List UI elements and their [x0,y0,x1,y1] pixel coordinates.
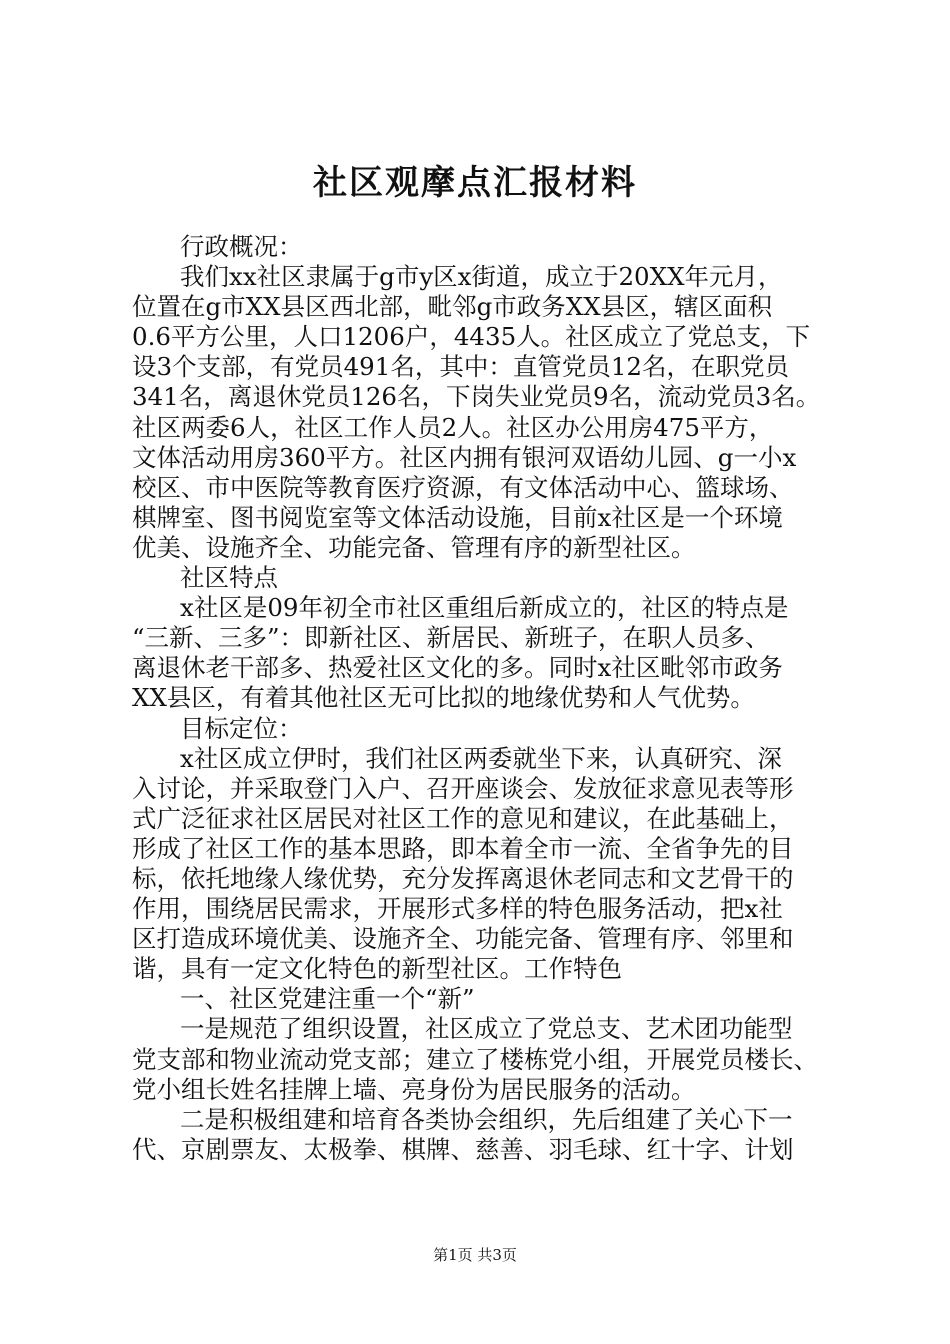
paragraph-line: x社区成立伊时，我们社区两委就坐下来，认真研究、深 [180,743,782,773]
document-title: 社区观摩点汇报材料 [313,163,637,203]
paragraph-line: 校区、市中医院等教育医疗资源，有文体活动中心、篮球场、 [132,472,794,502]
paragraph-line: x社区是09年初全市社区重组后新成立的，社区的特点是 [180,593,789,623]
document-body [132,232,832,1165]
paragraph-line: 党支部和物业流动党支部；建立了楼栋党小组，开展党员楼长、 [132,1044,818,1074]
paragraph-line: 我们xx社区隶属于g市y区x街道，成立于20XX年元月， [180,262,783,292]
page-footer: 第1页 共3页 [433,1246,517,1264]
paragraph-line: 离退休老干部多、热爱社区文化的多。同时x社区毗邻市政务 [132,653,783,683]
paragraph-line: 二是积极组建和培育各类协会组织，先后组建了关心下一 [180,1104,793,1134]
section-heading-goals: 目标定位： [180,713,303,743]
paragraph-line: 作用，围绕居民需求，开展形式多样的特色服务活动，把x社 [132,894,783,924]
paragraph-line: 文体活动用房360平方。社区内拥有银河双语幼儿园、g一小x [132,442,797,472]
paragraph-line: 设3个支部，有党员491名，其中：直管党员12名，在职党员 [132,352,790,382]
paragraph-line: 谐，具有一定文化特色的新型社区。工作特色 [132,954,622,984]
section-heading-features: 社区特点 [180,563,278,593]
paragraph-line: XX县区，有着其他社区无可比拟的地缘优势和人气优势。 [132,683,755,713]
paragraph-line: 形成了社区工作的基本思路，即本着全市一流、全省争先的目 [132,833,794,863]
paragraph-line: 社区两委6人，社区工作人员2人。社区办公用房475平方， [132,412,774,442]
paragraph-line: 341名，离退休党员126名，下岗失业党员9名，流动党员3名。 [132,382,821,412]
paragraph-line: 棋牌室、图书阅览室等文体活动设施，目前x社区是一个环境 [132,502,783,532]
paragraph-line: 优美、设施齐全、功能完备、管理有序的新型社区。 [132,532,696,562]
paragraph-line: 党小组长姓名挂牌上墙、亮身份为居民服务的活动。 [132,1074,696,1104]
paragraph-line: 式广泛征求社区居民对社区工作的意见和建议，在此基础上， [132,803,794,833]
paragraph-line: 标，依托地缘人缘优势，充分发挥离退休老同志和文艺骨干的 [132,863,794,893]
paragraph-line: 0.6平方公里，人口1206户，4435人。社区成立了党总支，下 [132,322,811,352]
paragraph-line: 区打造成环境优美、设施齐全、功能完备、管理有序、邻里和 [132,924,794,954]
paragraph-line: 位置在g市XX县区西北部，毗邻g市政务XX县区，辖区面积 [132,292,773,322]
section-heading-administrative: 行政概况： [180,232,303,261]
paragraph-line: 一是规范了组织设置，社区成立了党总支、艺术团功能型 [180,1014,793,1044]
paragraph-line: 入讨论，并采取登门入户、召开座谈会、发放征求意见表等形 [132,773,794,803]
paragraph-line: 代、京剧票友、太极拳、棋牌、慈善、羽毛球、红十字、计划 [132,1134,794,1164]
paragraph-line: “三新、三多”：即新社区、新居民、新班子，在职人员多、 [132,623,770,653]
section-heading-party-building: 一、社区党建注重一个“新” [180,984,475,1014]
